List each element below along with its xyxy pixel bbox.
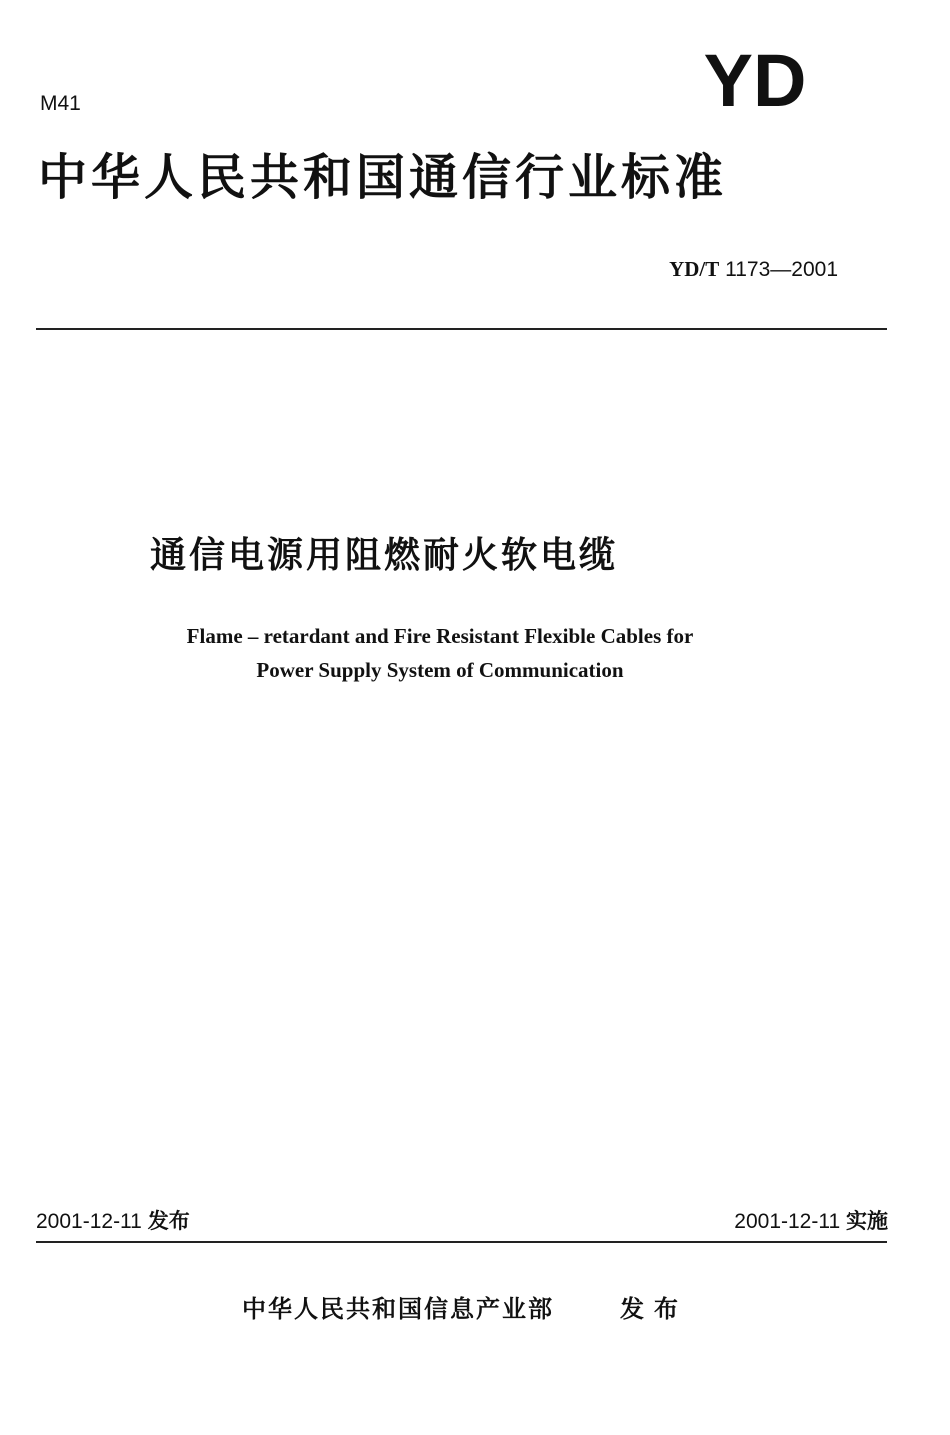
release-label: 发布 xyxy=(147,1209,190,1233)
classification-code: M41 xyxy=(40,92,81,115)
release-date-value: 2001-12-11 xyxy=(36,1210,142,1233)
effective-label: 实施 xyxy=(846,1209,888,1233)
yd-logo-text: YD xyxy=(703,40,807,120)
effective-date xyxy=(734,1207,888,1236)
publish-label: 发布 xyxy=(620,1295,688,1323)
yd-logo xyxy=(700,40,810,120)
standard-code xyxy=(669,256,838,283)
effective-date-value: 2001-12-11 xyxy=(734,1210,841,1233)
org-title: 中华人民共和国通信行业标准 xyxy=(38,149,728,206)
standard-number: 1173—2001 xyxy=(725,258,838,281)
document-title-en-line2: Power Supply System of Communication xyxy=(256,658,624,682)
publisher: 中华人民共和国信息产业部 xyxy=(242,1295,554,1323)
bottom-divider xyxy=(36,1241,887,1243)
release-date xyxy=(36,1207,190,1236)
standard-prefix: YD/T xyxy=(669,257,720,281)
document-title-cn: 通信电源用阻燃耐火软电缆 xyxy=(150,535,619,576)
top-divider xyxy=(36,328,887,330)
document-title-en-line1: Flame – retardant and Fire Resistant Flexible Cables for xyxy=(186,624,694,648)
